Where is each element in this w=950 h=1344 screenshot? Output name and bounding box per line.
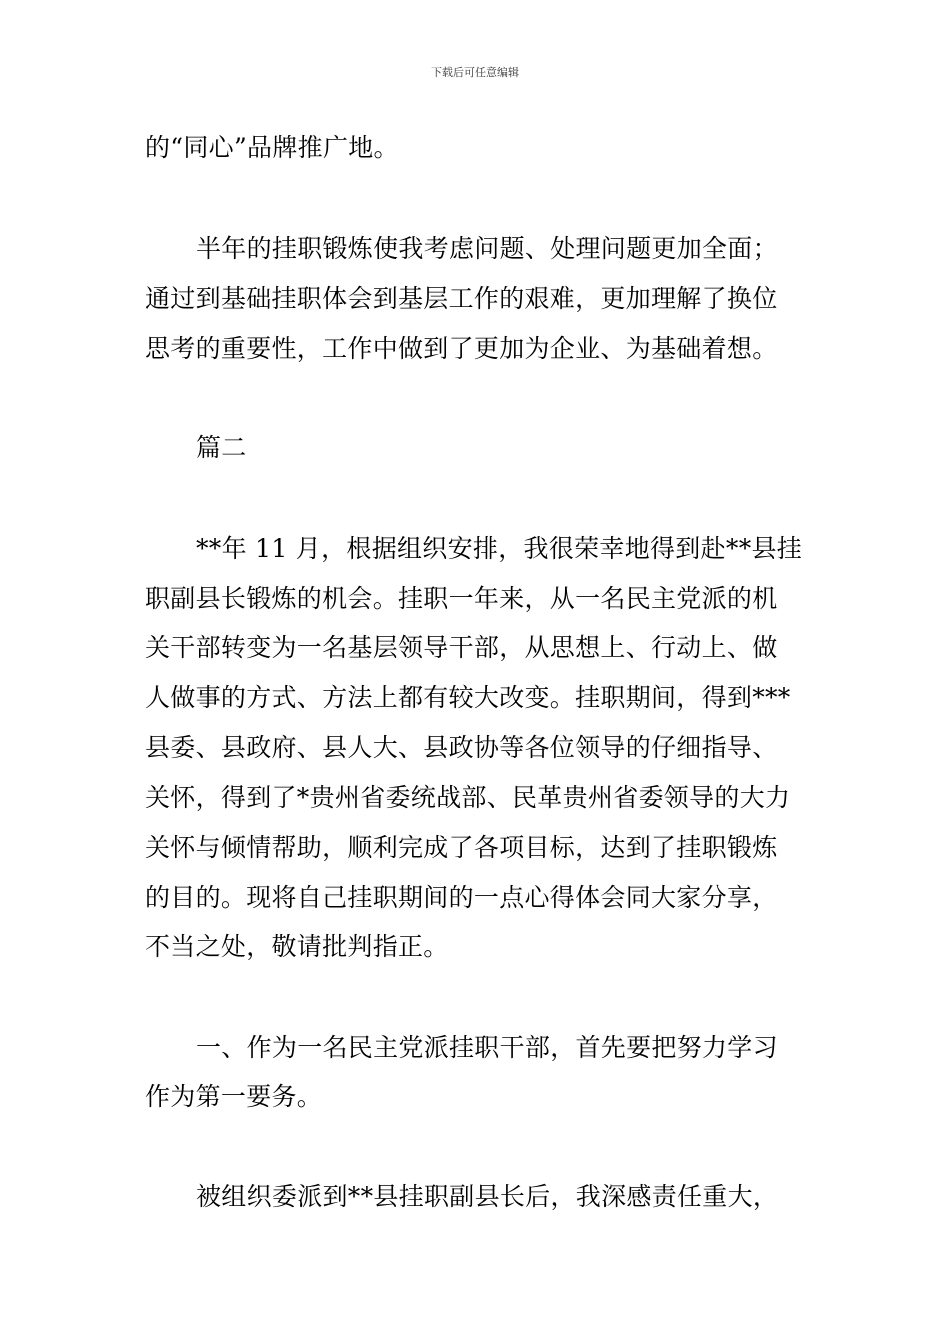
text-line: **年 11 月，根据组织安排，我很荣幸地得到赴**县挂 [196,534,803,563]
text-line: 作为第一要务。 [145,1082,323,1111]
text-line: 通过到基础挂职体会到基层工作的艰难，更加理解了换位 [145,284,778,313]
text-line: 半年的挂职锻炼使我考虑问题、处理问题更加全面； [196,234,778,263]
text-line: 人做事的方式、方法上都有较大改变。挂职期间，得到*** [145,683,791,712]
text-line: 思考的重要性，工作中做到了更加为企业、为基础着想。 [145,334,778,363]
text-line: 县委、县政府、县人大、县政协等各位领导的仔细指导、 [145,733,778,762]
text-line: 一、作为一名民主党派挂职干部，首先要把努力学习 [196,1033,778,1062]
text-line: 关怀，得到了*贵州省委统战部、民革贵州省委领导的大力 [145,783,791,812]
text-line: 职副县长锻炼的机会。挂职一年来，从一名民主党派的机 [145,584,778,613]
text-line: 不当之处，敬请批判指正。 [145,932,449,961]
text-line: 的“同心”品牌推广地。 [145,133,399,162]
text-line: 的目的。现将自己挂职期间的一点心得体会同大家分享， [145,883,778,912]
text-line: 关怀与倾情帮助，顺利完成了各项目标，达到了挂职锻炼 [145,833,778,862]
page-header: 下载后可任意编辑 [431,66,519,79]
text-line: 关干部转变为一名基层领导干部，从思想上、行动上、做 [145,633,778,662]
text-line: 被组织委派到**县挂职副县长后，我深感责任重大， [196,1182,779,1211]
section-heading: 篇二 [196,433,247,462]
